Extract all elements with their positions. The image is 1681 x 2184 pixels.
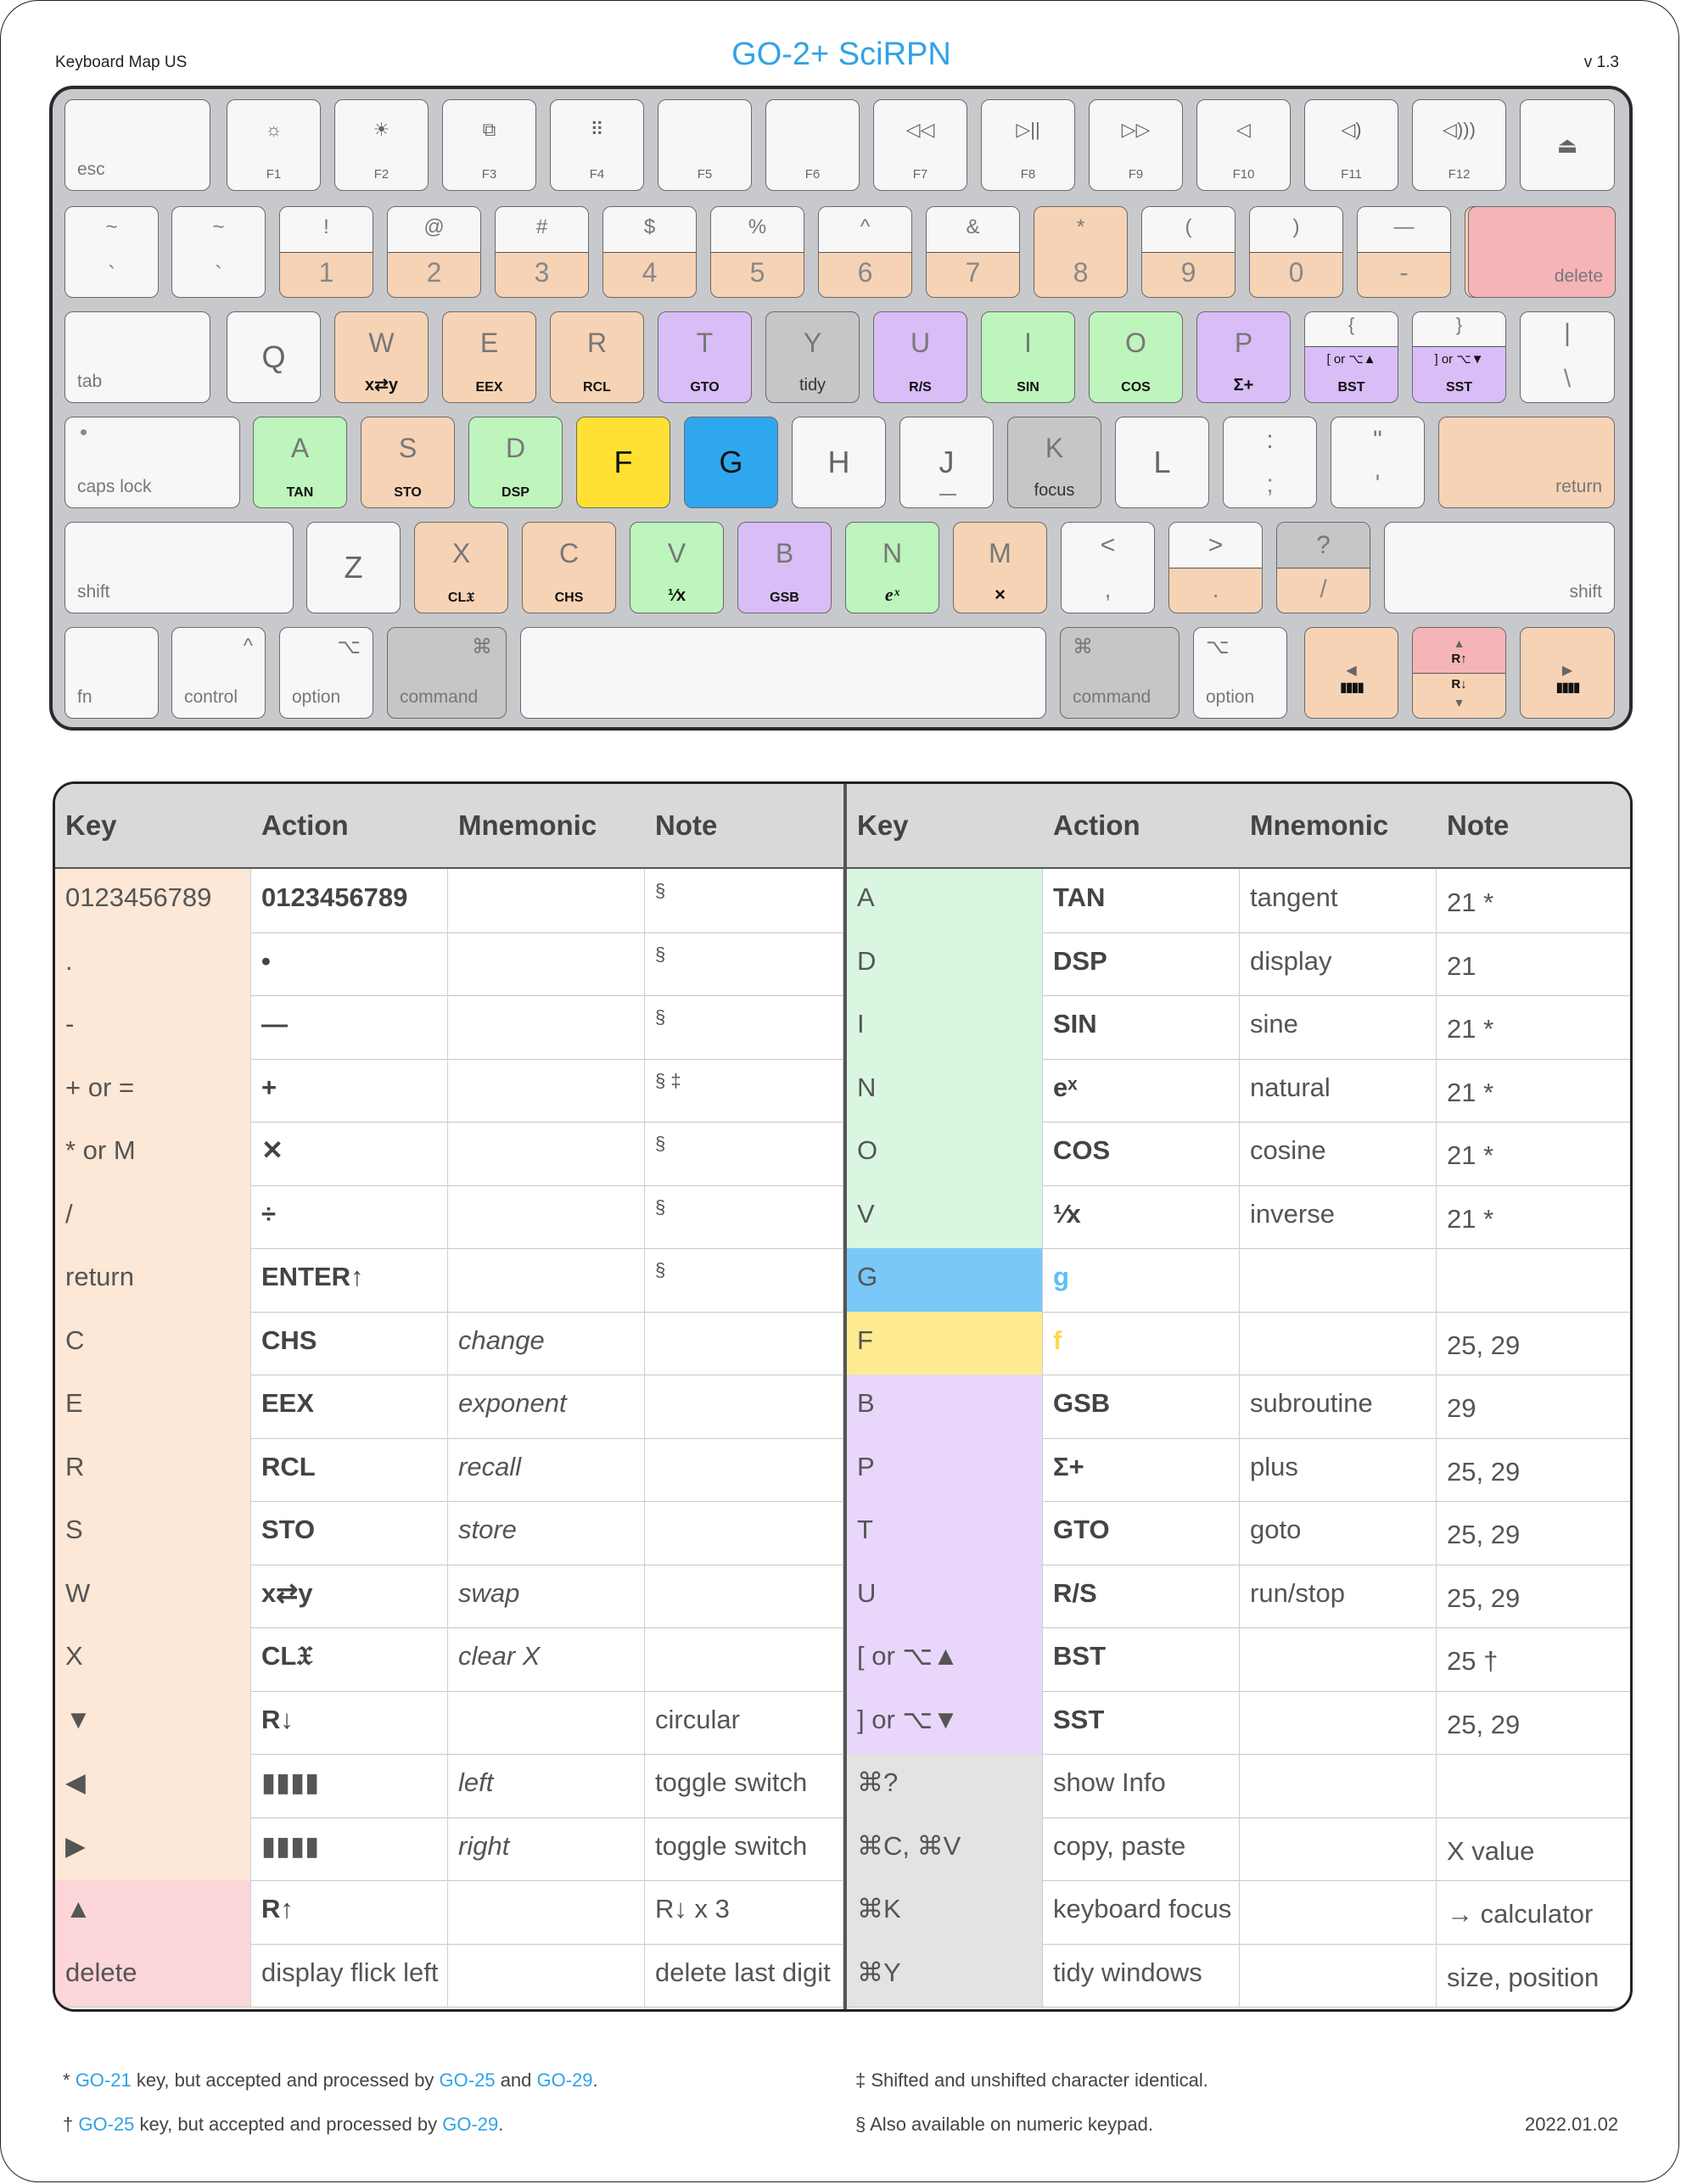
left-mnemonic-cell: left <box>448 1754 645 1817</box>
right-note-cell: size, position <box>1437 1944 1633 2008</box>
eject-icon: ⏏ <box>1556 132 1578 158</box>
table-row <box>55 1501 1630 1565</box>
right-note-cell: 25, 29 <box>1437 1501 1633 1565</box>
left-action-cell: x⇄y <box>251 1565 448 1628</box>
key-9[interactable]: ( 9 <box>1141 206 1236 298</box>
left-mnemonic-cell <box>448 1122 645 1185</box>
right-note-cell: 21 * <box>1437 1059 1633 1123</box>
right-mnemonic-cell <box>1240 1754 1437 1817</box>
left-key-cell: X <box>55 1627 251 1691</box>
left-key-cell: ▲ <box>55 1880 251 1944</box>
table-row <box>55 932 1630 997</box>
left-key-cell: R <box>55 1438 251 1502</box>
right-action-cell: ¹⁄x <box>1043 1185 1240 1249</box>
left-key-cell: W <box>55 1565 251 1628</box>
left-note-cell: § <box>645 1248 843 1312</box>
left-action-cell: CHS <box>251 1312 448 1375</box>
key-7[interactable]: & 7 <box>926 206 1020 298</box>
left-note-cell <box>645 1438 843 1502</box>
right-action-cell: GSB <box>1043 1375 1240 1438</box>
table-row <box>55 1565 1630 1629</box>
right-key-cell: ⌘? <box>847 1754 1043 1817</box>
right-action-cell: f <box>1043 1312 1240 1375</box>
left-mnemonic-cell: right <box>448 1817 645 1881</box>
mute-icon: ◁ <box>1236 119 1251 140</box>
key-l[interactable]: L <box>1115 417 1209 508</box>
key-d[interactable]: D DSP <box>468 417 563 508</box>
table-row <box>55 1880 1630 1945</box>
left-action-cell: 0123456789 <box>251 869 448 932</box>
command-icon: ⌘ <box>472 636 492 658</box>
left-action-cell: ▮▮▮▮ <box>251 1754 448 1817</box>
key-backslash[interactable]: | \ <box>1520 311 1615 403</box>
right-mnemonic-cell <box>1240 1817 1437 1881</box>
key-g[interactable]: G <box>684 417 778 508</box>
right-action-cell: eˣ <box>1043 1059 1240 1123</box>
left-action-cell: R↓ <box>251 1691 448 1755</box>
left-key-cell: ◀ <box>55 1754 251 1817</box>
right-action-cell: keyboard focus <box>1043 1880 1240 1944</box>
key-4[interactable]: $ 4 <box>602 206 697 298</box>
left-key-cell: * or M <box>55 1122 251 1185</box>
right-mnemonic-cell: inverse <box>1240 1185 1437 1249</box>
option-icon: ⌥ <box>1206 636 1230 658</box>
right-key-cell: ⌘C, ⌘V <box>847 1817 1043 1881</box>
key-backtick[interactable]: ~ ` <box>171 206 266 298</box>
table-divider <box>843 784 847 2009</box>
table-row <box>55 1817 1630 1882</box>
left-key-cell: . <box>55 932 251 996</box>
left-key-cell: - <box>55 995 251 1059</box>
key-command-right[interactable]: ⌘ command <box>1060 627 1180 719</box>
table-row <box>55 1312 1630 1376</box>
left-action-cell: ▮▮▮▮ <box>251 1817 448 1881</box>
key-f8[interactable]: ▷|| F8 <box>981 99 1075 191</box>
left-mnemonic-cell <box>448 1185 645 1249</box>
key-slash[interactable]: ? / <box>1276 522 1370 613</box>
right-mnemonic-cell: subroutine <box>1240 1375 1437 1438</box>
key-tilde[interactable]: ~ ` <box>64 206 159 298</box>
left-key-cell: return <box>55 1248 251 1312</box>
left-mnemonic-cell: recall <box>448 1438 645 1502</box>
left-mnemonic-cell <box>448 1059 645 1123</box>
caps-lock-indicator <box>81 429 87 435</box>
left-mnemonic-cell <box>448 1880 645 1944</box>
right-action-cell: BST <box>1043 1627 1240 1691</box>
right-mnemonic-cell <box>1240 1944 1437 2008</box>
right-action-cell: GTO <box>1043 1501 1240 1565</box>
right-key-cell: A <box>847 869 1043 932</box>
key-p[interactable]: P Σ+ <box>1196 311 1291 403</box>
left-action-cell: + <box>251 1059 448 1123</box>
right-note-cell: 25 † <box>1437 1627 1633 1691</box>
key-fn[interactable]: fn <box>64 627 159 719</box>
key-q[interactable]: Q <box>227 311 321 403</box>
left-key-cell: C <box>55 1312 251 1375</box>
option-icon: ⌥ <box>337 636 361 658</box>
key-f7[interactable]: ◁◁ F7 <box>873 99 967 191</box>
key-f11[interactable]: ◁) F11 <box>1304 99 1398 191</box>
left-note-cell <box>645 1627 843 1691</box>
left-key-cell: S <box>55 1501 251 1565</box>
col-key-2: Key <box>857 809 909 841</box>
key-f12[interactable]: ◁))) F12 <box>1412 99 1506 191</box>
left-action-cell: STO <box>251 1501 448 1565</box>
footnote-asterisk: * GO-21 key, but accepted and processed by GO-25 and GO-29. <box>63 2069 598 2091</box>
right-mnemonic-cell: natural <box>1240 1059 1437 1123</box>
key-t[interactable]: T GTO <box>658 311 752 403</box>
right-action-cell: Σ+ <box>1043 1438 1240 1502</box>
key-eject[interactable] <box>1520 99 1615 191</box>
right-note-cell: 21 <box>1437 932 1633 996</box>
footnote-double-dagger: ‡ Shifted and unshifted character identical. <box>855 2069 1208 2091</box>
link-go29[interactable]: GO-29 <box>536 2069 593 2091</box>
key-f10[interactable]: ◁ F10 <box>1196 99 1291 191</box>
date-label: 2022.01.02 <box>1525 2114 1619 2135</box>
col-key: Key <box>65 809 117 841</box>
left-action-cell: R↑ <box>251 1880 448 1944</box>
table-row <box>55 1122 1630 1186</box>
key-h[interactable]: H <box>792 417 886 508</box>
right-key-cell: ⌘Y <box>847 1944 1043 2008</box>
right-note-cell: 29 <box>1437 1375 1633 1438</box>
right-mnemonic-cell: tangent <box>1240 869 1437 932</box>
right-action-cell: g <box>1043 1248 1240 1312</box>
fast-forward-icon: ▷▷ <box>1121 119 1151 140</box>
link-go29[interactable]: GO-29 <box>442 2114 499 2135</box>
col-note: Note <box>655 809 718 841</box>
key-option-left[interactable]: ⌥ option <box>279 627 373 719</box>
key-f5[interactable]: F5 <box>658 99 752 191</box>
left-action-cell: ÷ <box>251 1185 448 1249</box>
left-note-cell: toggle switch <box>645 1817 843 1881</box>
left-note-cell: § <box>645 1185 843 1249</box>
right-mnemonic-cell <box>1240 1312 1437 1375</box>
right-note-cell <box>1437 1754 1633 1817</box>
key-right-bracket[interactable]: } ] or ⌥▼ SST <box>1412 311 1506 403</box>
left-key-cell: E <box>55 1375 251 1438</box>
right-key-cell: V <box>847 1185 1043 1249</box>
left-mnemonic-cell: clear X <box>448 1627 645 1691</box>
right-key-cell: P <box>847 1438 1043 1502</box>
brightness-down-icon: ☼ <box>265 119 283 140</box>
left-mnemonic-cell: exponent <box>448 1375 645 1438</box>
left-action-cell: • <box>251 932 448 996</box>
control-icon: ^ <box>243 635 253 658</box>
right-note-cell: 21 * <box>1437 1185 1633 1249</box>
key-space[interactable] <box>520 627 1046 719</box>
key-u[interactable]: U R/S <box>873 311 967 403</box>
table-row <box>55 1754 1630 1818</box>
right-action-cell: copy, paste <box>1043 1817 1240 1881</box>
key-v[interactable]: V ¹⁄x <box>630 522 724 613</box>
key-minus[interactable]: — - <box>1357 206 1451 298</box>
right-action-cell: COS <box>1043 1122 1240 1185</box>
right-key-cell: N <box>847 1059 1043 1123</box>
key-control[interactable]: ^ control <box>171 627 266 719</box>
key-5[interactable]: % 5 <box>710 206 804 298</box>
left-note-cell <box>645 1501 843 1565</box>
key-return[interactable]: return <box>1438 417 1615 508</box>
left-mnemonic-cell <box>448 1691 645 1755</box>
link-go25[interactable]: GO-25 <box>439 2069 496 2091</box>
left-note-cell: circular <box>645 1691 843 1755</box>
key-m[interactable]: M × <box>953 522 1047 613</box>
left-action-cell: display flick left <box>251 1944 448 2008</box>
key-i[interactable]: I SIN <box>981 311 1075 403</box>
table-row <box>55 1248 1630 1313</box>
left-mnemonic-cell <box>448 932 645 996</box>
arrow-left-icon: ◀ <box>1346 664 1357 678</box>
key-f3[interactable]: ⧉ F3 <box>442 99 536 191</box>
volume-down-icon: ◁) <box>1341 119 1362 140</box>
key-left-bracket[interactable]: { [ or ⌥▲ BST <box>1304 311 1398 403</box>
left-key-cell: + or = <box>55 1059 251 1123</box>
table-header <box>55 784 1630 869</box>
key-arrow-left[interactable] <box>1304 627 1398 719</box>
left-mnemonic-cell <box>448 1248 645 1312</box>
key-f1[interactable]: ☼ F1 <box>227 99 321 191</box>
key-b[interactable]: B GSB <box>737 522 832 613</box>
left-key-cell: ▶ <box>55 1817 251 1881</box>
key-tab[interactable]: tab <box>64 311 210 403</box>
key-caps-lock[interactable]: caps lock <box>64 417 240 508</box>
right-mnemonic-cell: goto <box>1240 1501 1437 1565</box>
left-action-cell: CL𝔛 <box>251 1627 448 1691</box>
key-map-table <box>53 781 1633 2012</box>
left-key-cell: 0123456789 <box>55 869 251 932</box>
key-1[interactable]: ! 1 <box>279 206 373 298</box>
launchpad-icon: ⠿ <box>590 119 604 140</box>
key-command-left[interactable]: ⌘ command <box>387 627 507 719</box>
key-k[interactable]: K focus <box>1007 417 1101 508</box>
right-note-cell: 21 * <box>1437 869 1633 932</box>
key-arrow-right[interactable] <box>1520 627 1615 719</box>
table-row <box>55 1185 1630 1250</box>
rewind-icon: ◁◁ <box>905 119 935 140</box>
left-key-cell: delete <box>55 1944 251 2008</box>
key-8[interactable]: * 8 <box>1034 206 1128 298</box>
footnote-section: § Also available on numeric keypad. <box>855 2114 1153 2135</box>
left-note-cell: § <box>645 1122 843 1185</box>
key-option-right[interactable]: ⌥ option <box>1193 627 1287 719</box>
table-row <box>55 1627 1630 1692</box>
key-arrow-updown[interactable]: ▲ R↑ R↓ ▼ <box>1412 627 1506 719</box>
right-mnemonic-cell <box>1240 1627 1437 1691</box>
key-x[interactable]: X CL𝔛 <box>414 522 508 613</box>
right-key-cell: F <box>847 1312 1043 1375</box>
key-6[interactable]: ^ 6 <box>818 206 912 298</box>
key-a[interactable]: A TAN <box>253 417 347 508</box>
left-mnemonic-cell: store <box>448 1501 645 1565</box>
table-row <box>55 869 1630 933</box>
left-mnemonic-cell <box>448 995 645 1059</box>
key-y[interactable]: Y tidy <box>765 311 860 403</box>
left-note-cell: § ‡ <box>645 1059 843 1123</box>
page-title: GO-2+ SciRPN <box>731 36 951 72</box>
left-note-cell: toggle switch <box>645 1754 843 1817</box>
col-note-2: Note <box>1447 809 1510 841</box>
key-o[interactable]: O COS <box>1089 311 1183 403</box>
right-key-cell: ⌘K <box>847 1880 1043 1944</box>
key-e[interactable]: E EEX <box>442 311 536 403</box>
right-mnemonic-cell: plus <box>1240 1438 1437 1502</box>
right-mnemonic-cell <box>1240 1880 1437 1944</box>
arrow-up-icon: ▲ <box>1453 636 1465 650</box>
key-z[interactable]: Z <box>306 522 401 613</box>
arrow-right-icon: ▶ <box>1561 664 1573 678</box>
right-action-cell: SIN <box>1043 995 1240 1059</box>
left-key-cell: ▼ <box>55 1691 251 1755</box>
volume-up-icon: ◁))) <box>1443 119 1476 140</box>
right-note-cell: 25, 29 <box>1437 1565 1633 1628</box>
right-mnemonic-cell: cosine <box>1240 1122 1437 1185</box>
left-action-cell: ✕ <box>251 1122 448 1185</box>
left-key-cell: / <box>55 1185 251 1249</box>
key-quote[interactable]: " ' <box>1331 417 1425 508</box>
right-note-cell: 21 * <box>1437 995 1633 1059</box>
home-row-bump <box>939 494 956 496</box>
version-label: v 1.3 <box>1583 53 1619 71</box>
key-c[interactable]: C CHS <box>522 522 616 613</box>
right-mnemonic-cell <box>1240 1691 1437 1755</box>
left-mnemonic-cell: swap <box>448 1565 645 1628</box>
table-row <box>55 1691 1630 1756</box>
key-n[interactable]: N eˣ <box>845 522 939 613</box>
right-action-cell: DSP <box>1043 932 1240 996</box>
right-key-cell: D <box>847 932 1043 996</box>
right-action-cell: R/S <box>1043 1565 1240 1628</box>
left-action-cell: RCL <box>251 1438 448 1502</box>
key-period[interactable]: > . <box>1168 522 1263 613</box>
key-w[interactable]: W x⇄y <box>334 311 429 403</box>
right-mnemonic-cell: sine <box>1240 995 1437 1059</box>
col-mnemonic-2: Mnemonic <box>1250 809 1389 841</box>
right-key-cell: U <box>847 1565 1043 1628</box>
key-f9[interactable]: ▷▷ F9 <box>1089 99 1183 191</box>
right-note-cell: 21 * <box>1437 1122 1633 1185</box>
key-esc[interactable]: esc <box>64 99 210 191</box>
arrow-down-icon: ▼ <box>1453 696 1465 709</box>
key-j[interactable]: J <box>899 417 994 508</box>
right-action-cell: tidy windows <box>1043 1944 1240 2008</box>
col-mnemonic: Mnemonic <box>458 809 597 841</box>
left-note-cell: § <box>645 995 843 1059</box>
right-key-cell: B <box>847 1375 1043 1438</box>
mission-control-icon: ⧉ <box>482 119 496 140</box>
left-mnemonic-cell <box>448 1944 645 2008</box>
left-note-cell: § <box>645 869 843 932</box>
key-s[interactable]: S STO <box>361 417 455 508</box>
key-f6[interactable]: F6 <box>765 99 860 191</box>
key-3[interactable]: # 3 <box>495 206 589 298</box>
keyboard <box>49 86 1633 731</box>
right-key-cell: T <box>847 1501 1043 1565</box>
left-note-cell <box>645 1565 843 1628</box>
table-row <box>55 1438 1630 1503</box>
toggle-switch-icon: ▮▮▮▮ <box>1555 680 1579 695</box>
right-note-cell <box>1437 1248 1633 1312</box>
left-note-cell: delete last digit <box>645 1944 843 2008</box>
key-2[interactable]: @ 2 <box>387 206 481 298</box>
play-pause-icon: ▷|| <box>1016 119 1040 140</box>
left-note-cell <box>645 1312 843 1375</box>
left-note-cell: § <box>645 932 843 996</box>
link-go25[interactable]: GO-25 <box>78 2114 135 2135</box>
right-note-cell: 25, 29 <box>1437 1312 1633 1375</box>
col-action: Action <box>261 809 349 841</box>
right-mnemonic-cell: run/stop <box>1240 1565 1437 1628</box>
left-action-cell: — <box>251 995 448 1059</box>
key-shift-right[interactable]: shift <box>1384 522 1615 613</box>
footnote-dagger: † GO-25 key, but accepted and processed by GO-29. <box>63 2114 504 2135</box>
right-note-cell: 25, 29 <box>1437 1438 1633 1502</box>
right-key-cell: [ or ⌥▲ <box>847 1627 1043 1691</box>
table-row <box>55 1375 1630 1439</box>
right-note-cell: X value <box>1437 1817 1633 1881</box>
left-note-cell: R↓ x 3 <box>645 1880 843 1944</box>
right-action-cell: SST <box>1043 1691 1240 1755</box>
right-action-cell: TAN <box>1043 869 1240 932</box>
brightness-up-icon: ☀ <box>373 119 390 140</box>
right-key-cell: G <box>847 1248 1043 1312</box>
key-r[interactable]: R RCL <box>550 311 644 403</box>
right-mnemonic-cell <box>1240 1248 1437 1312</box>
right-key-cell: I <box>847 995 1043 1059</box>
table-row <box>55 1944 1630 2008</box>
toggle-switch-icon: ▮▮▮▮ <box>1339 680 1364 695</box>
link-go21[interactable]: GO-21 <box>75 2069 132 2091</box>
right-key-cell: O <box>847 1122 1043 1185</box>
key-f4[interactable]: ⠿ F4 <box>550 99 644 191</box>
key-semicolon[interactable]: : ; <box>1223 417 1317 508</box>
left-note-cell <box>645 1375 843 1438</box>
keyboard-map-label: Keyboard Map US <box>55 53 188 71</box>
right-key-cell: ] or ⌥▼ <box>847 1691 1043 1755</box>
command-icon: ⌘ <box>1073 636 1093 658</box>
table-row <box>55 1059 1630 1123</box>
key-f2[interactable]: ☀ F2 <box>334 99 429 191</box>
key-comma[interactable]: < , <box>1061 522 1155 613</box>
key-delete[interactable]: delete <box>1468 206 1616 298</box>
left-action-cell: ENTER↑ <box>251 1248 448 1312</box>
right-note-cell: → calculator <box>1437 1880 1633 1944</box>
right-note-cell: 25, 29 <box>1437 1691 1633 1755</box>
right-mnemonic-cell: display <box>1240 932 1437 996</box>
key-0[interactable]: ) 0 <box>1249 206 1343 298</box>
table-row <box>55 995 1630 1060</box>
key-shift-left[interactable]: shift <box>64 522 294 613</box>
left-mnemonic-cell: change <box>448 1312 645 1375</box>
col-action-2: Action <box>1053 809 1140 841</box>
left-mnemonic-cell <box>448 869 645 932</box>
right-action-cell: show Info <box>1043 1754 1240 1817</box>
left-action-cell: EEX <box>251 1375 448 1438</box>
key-f[interactable]: F <box>576 417 670 508</box>
